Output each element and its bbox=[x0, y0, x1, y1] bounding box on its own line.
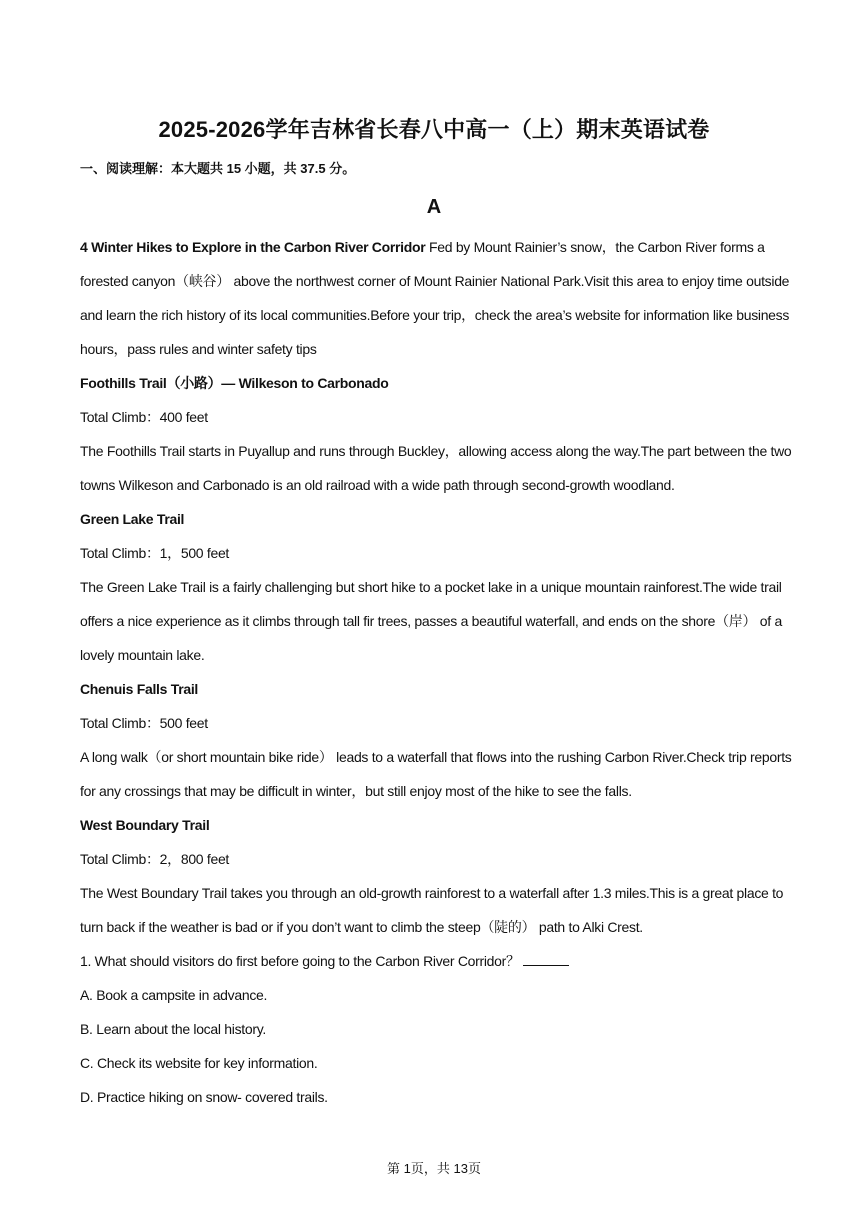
trail-description: The Green Lake Trail is a fairly challenging but short hike to a pocket lake in a unique mountain rainforest.The wide trail offers a nice experience as it climbs through tall fir trees, passes a beautiful waterfall, and ends on the shore（岸） of a lovely mountain lake. bbox=[80, 579, 782, 663]
exam-title: 2025-2026学年吉林省长春八中高一（上）期末英语试卷 bbox=[158, 117, 710, 142]
question-stem: 1. What should visitors do first before going to the Carbon River Corridor？ bbox=[80, 953, 520, 969]
page-footer: 第 1页，共 13页 bbox=[387, 1161, 481, 1176]
section-heading: 一、阅读理解：本大题共 15 小题，共 37.5 分。 bbox=[80, 161, 356, 176]
option-c: C. Check its website for key information. bbox=[80, 1055, 318, 1071]
option-d: D. Practice hiking on snow- covered trails. bbox=[80, 1089, 328, 1105]
trail-name: West Boundary Trail bbox=[80, 817, 210, 833]
passage-letter: A bbox=[426, 196, 442, 218]
passage-intro-heading: 4 Winter Hikes to Explore in the Carbon River Corridor bbox=[80, 239, 426, 255]
option-b: B. Learn about the local history. bbox=[80, 1021, 266, 1037]
trail-climb: Total Climb：500 feet bbox=[80, 715, 208, 731]
trail-description: A long walk（or short mountain bike ride） leads to a waterfall that flows into the rushing Carbon River.Check trip reports for any crossings that may be difficult in winter，but still enjoy most of the hike to see the falls. bbox=[80, 749, 792, 799]
passage-intro bbox=[80, 230, 792, 366]
passage-intro-text: Fed by Mount Rainier’s snow，the Carbon River forms a forested canyon（峡谷） above the northwest corner of Mount Rainier National Park.Visit this area to enjoy time outside and learn the rich history of its local communities.Before your trip，check the area’s website for information like business hours，pass rules and winter safety tips bbox=[80, 239, 790, 357]
answer-blank[interactable] bbox=[523, 951, 569, 966]
trail-climb: Total Climb：1，500 feet bbox=[80, 545, 230, 561]
trail-description: The West Boundary Trail takes you through an old-growth rainforest to a waterfall after 1.3 miles.This is a great place to turn back if the weather is bad or if you don’t want to climb the steep（陡的） path to Alki Crest. bbox=[80, 885, 784, 935]
trail-name: Green Lake Trail bbox=[80, 511, 185, 527]
trail-climb: Total Climb：400 feet bbox=[80, 409, 208, 425]
option-a: A. Book a campsite in advance. bbox=[80, 987, 268, 1003]
trail-name: Foothills Trail（小路）— Wilkeson to Carbonado bbox=[80, 375, 389, 391]
passage-body bbox=[80, 230, 792, 1114]
trail-name: Chenuis Falls Trail bbox=[80, 681, 199, 697]
trail-climb: Total Climb：2，800 feet bbox=[80, 851, 230, 867]
question-1 bbox=[80, 944, 792, 978]
trail-description: The Foothills Trail starts in Puyallup and runs through Buckley，allowing access along the way.The part between the two towns Wilkeson and Carbonado is an old railroad with a wide path through second-growth woodland. bbox=[80, 443, 792, 493]
